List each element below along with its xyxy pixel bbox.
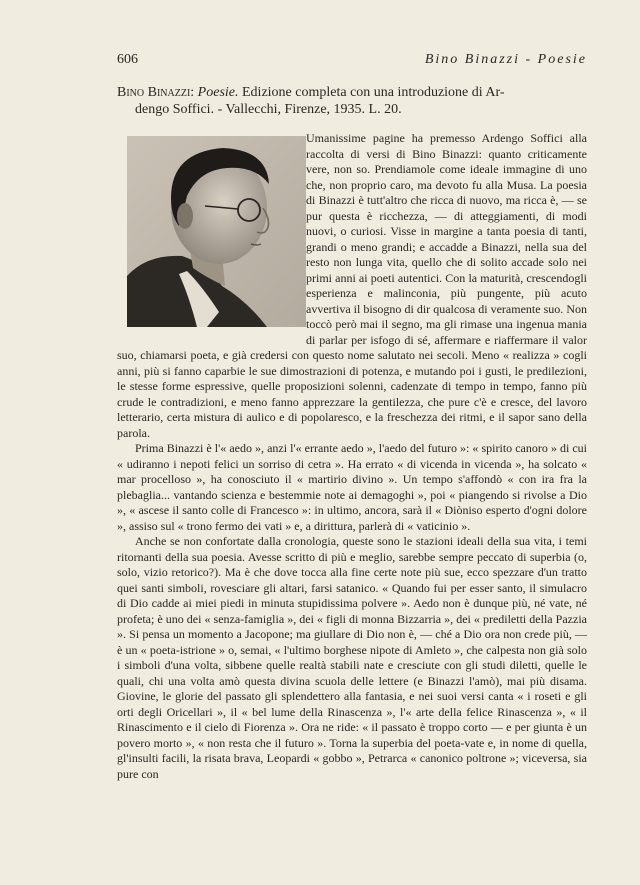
citation-rest-2: dengo Soffici. - Vallecchi, Firenze, 1935. L. 20. xyxy=(135,102,402,117)
article-body xyxy=(117,131,587,782)
page-header xyxy=(117,52,587,72)
page-number: 606 xyxy=(117,52,138,67)
citation-rest-1: Edizione completa con una introduzione di Ar- xyxy=(238,85,505,100)
paragraph-3: Anche se non confortate dalla cronologia, queste sono le stazioni ideali della sua vita, i temi ritornanti della sua poesia. Avesse scritto di più e meglio, sarebbe sempre peccato di superbia (o, solo, vizio retorico?). Ma è che dove tocca alla fine certe note più sue, ecco spezzare d'un tratto quei santi simboli, rovesciare gli altari, farsi satanico. « Quando fui per esser santo, il simulacro di Dio cadde ai miei piedi in minuta stupidissima polvere ». Aedo non è dunque più, né vate, né profeta; è uno dei « senza-famiglia », dei « figli di monna Bizzarria », dei « prediletti della Pazzia ». Si pensa un momento a Jacopone; ma giullare di Dio non è, — ché a Dio ora non crede più, — è un « poeta-istrione » o, semai, « l'ultimo borghese nipote di Amleto », che calpesta non già solo i simboli d'una volta, sibbene quelle realtà stabili nate e cresciute con gli studi diletti, quelle le quali, chi una volta amò questa divina scuola delle lettere (e Binazzi l'amò), mai più disama. Giovine, le glorie del passato gli splendettero alla fantasia, e nei suoi versi canta « i roseti e gli orti degli Oricellari », il « bel lume della Rinascenza », l'« arte della felice Rinascenza », « il Rinascimento e il cielo di Fiorenza ». Ora ne ride: « il passato è troppo corto — e per giunta è un povero morto », « non resta che il futuro ». Torna la superbia del poeta-vate e, in nome di quella, gl'insulti facili, la risata brava, Leopardi « gobbo », Petrarca « canonico poltrone »; viceversa, sia pure con xyxy=(117,534,587,781)
portrait-spacer xyxy=(117,131,306,341)
book-citation: Bino Binazzi: Poesie. Edizione completa con una introduzione di Ar- dengo Soffici. - Vallecchi, Firenze, 1935. L. 20. xyxy=(117,84,587,118)
citation-title: Poesie. xyxy=(197,85,239,100)
paragraph-1: Umanissime pagine ha premesso Ardengo Soffici alla raccolta di versi di Bino Binazzi: quanto criticamente vere, non so. Prendiamole come ideale immagine di uno che, non proprio caro, ma devoto fu alla Musa. La poesia di Binazzi è tutt'altro che ricca di nuovo, ma ricca è, — se pur questa è ricchezza, — di atteggiamenti, di modi nuovi, o curiosi. Visse in margine a tanta poesia di tanti, grandi o meno grandi; e accadde a Binazzi, nella sua del resto non lunga vita, quello che di solito accade solo nei primi anni ai poeti autentici. Con la maturità, crescendogli esperienza e malinconia, più pungente, più acuto avvertiva il bisogno di dir qualcosa di veramente suo. Non toccò però mai il segno, ma gli rimase una ingenua mania di parlar per isfogo di sé, affermare e riaffermare il valor suo, chiamarsi poeta, e già credersi con questo nome salutato nei secoli. Meno « realizza » cogli anni, più si fanno caparbie le sue dimostrazioni di potenza, e mutando poi i gusti, le predilezioni, le stesse forme espressive, quelle proposizioni solenni, cadenzate di tempo in tempo, fanno più crude le contradizioni, e meno fanno apprezzare la gentilezza, che pure c'è e cresce, del lavoro letterario, certa mistura di aulico e di popolaresco, e la freschezza dei ritmi, e il sapor sano della parola. xyxy=(117,131,587,440)
running-title: Bino Binazzi - Poesie xyxy=(424,52,587,67)
citation-author: Bino Binazzi xyxy=(117,85,191,100)
paragraph-2: Prima Binazzi è l'« aedo », anzi l'« errante aedo », l'aedo del futuro »: « spirito canoro » di cui « udiranno i nepoti felici un sorriso di cetra ». Ha errato « di vicenda in vicenda », ha solcato « mar procelloso », ha conosciuto il « martirio divino ». Un tempo s'affondò « con ira fra la plebaglia... vantando scienza e bestemmie note ai demagoghi », poi « piangendo si rivolse a Dio », « ascese il santo colle di Francesco »: in ultimo, ancora, sarà il « Diòniso esperto d'ogni dolore », assiso sul « trono fermo dei vati » e, a dirittura, parlerà di « vaticinio ». xyxy=(117,441,587,533)
